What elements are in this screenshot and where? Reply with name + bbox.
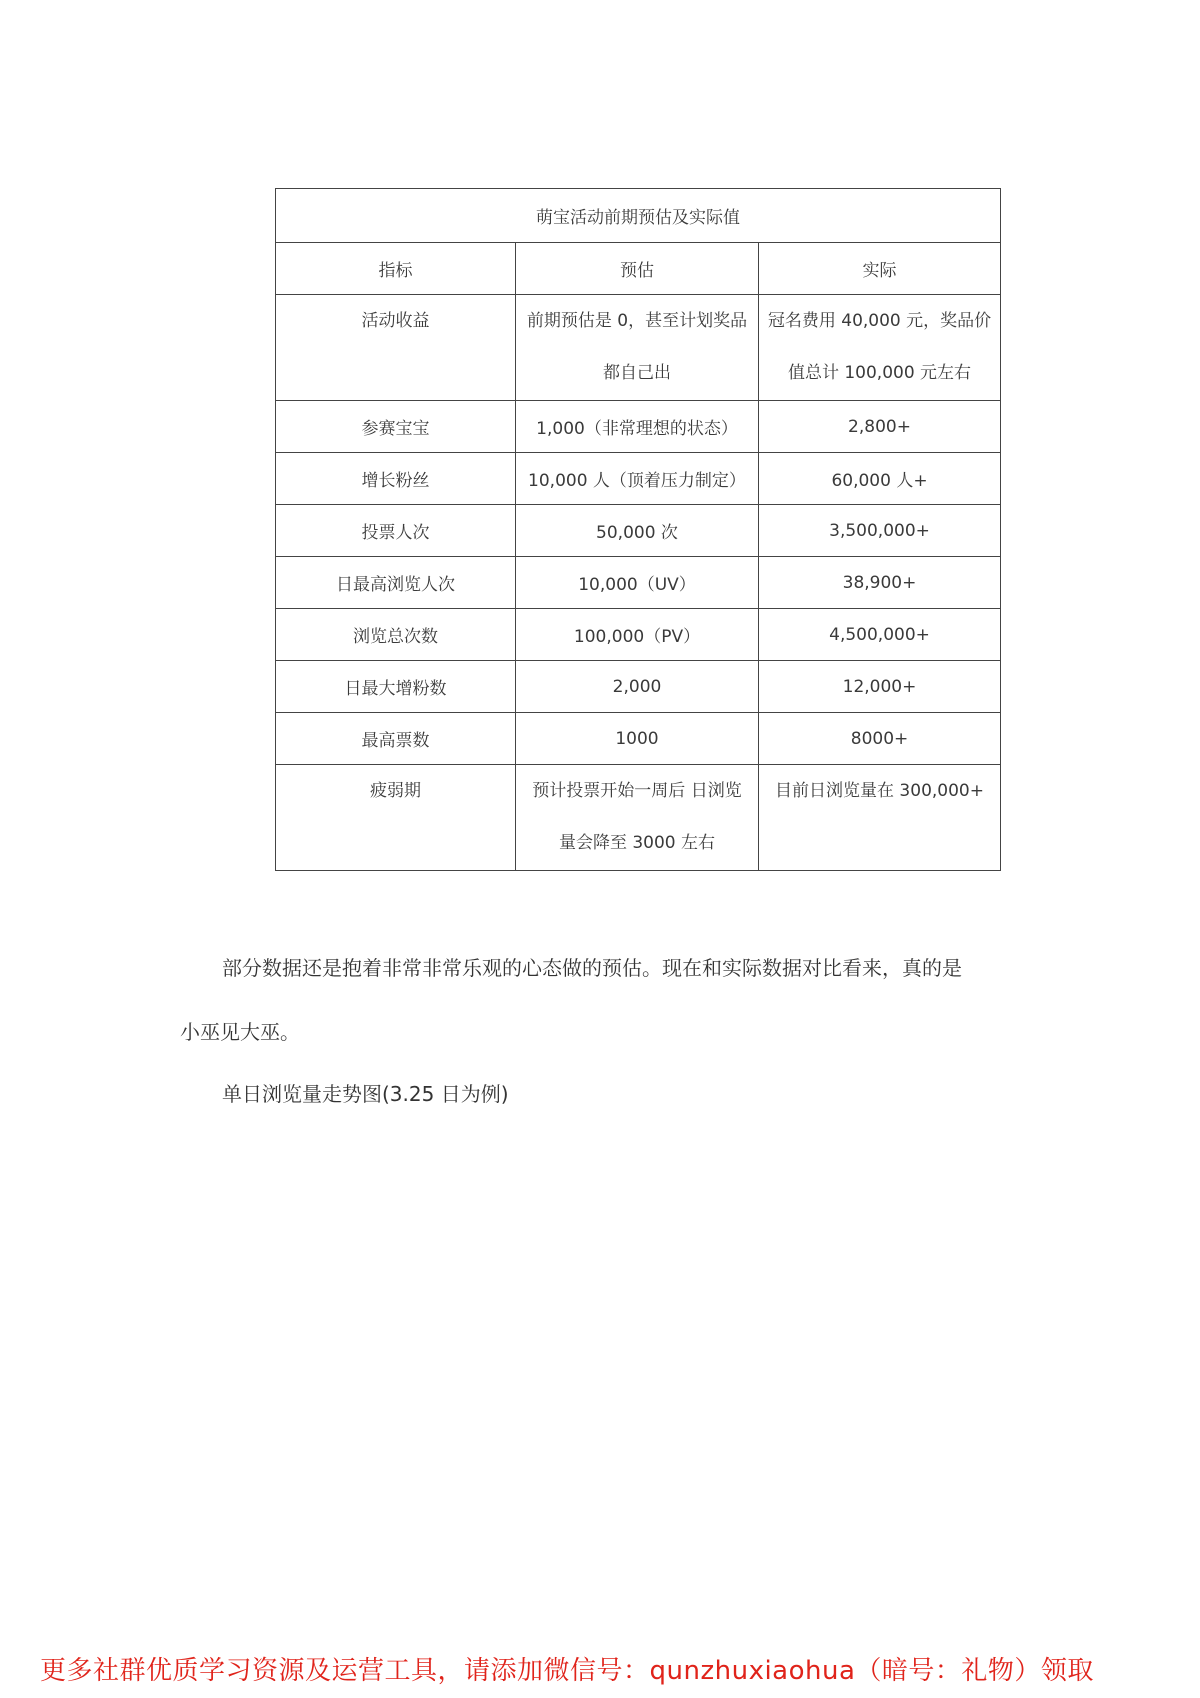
table-row	[276, 453, 1001, 505]
actual-cell: 2,800+	[759, 401, 1001, 453]
estimate-cell: 100,000（PV）	[516, 609, 759, 661]
table-row	[276, 401, 1001, 453]
estimate-cell: 2,000	[516, 661, 759, 713]
metric-cell: 增长粉丝	[276, 453, 516, 505]
actual-cell: 12,000+	[759, 661, 1001, 713]
estimate-cell: 前期预估是 0，甚至计划奖品 都自己出	[516, 295, 759, 401]
estimate-cell: 1000	[516, 713, 759, 765]
table-row	[276, 713, 1001, 765]
estimate-cell: 10,000（UV）	[516, 557, 759, 609]
actual-cell: 8000+	[759, 713, 1001, 765]
table-row	[276, 765, 1001, 871]
table-row	[276, 295, 1001, 401]
header-actual: 实际	[759, 243, 1001, 295]
table-row	[276, 609, 1001, 661]
estimate-cell: 10,000 人（顶着压力制定）	[516, 453, 759, 505]
paragraph-estimate-note: 部分数据还是抱着非常非常乐观的心态做的预估。现在和实际数据对比看来，真的是	[222, 956, 962, 980]
metric-cell: 参赛宝宝	[276, 401, 516, 453]
header-estimate: 预估	[516, 243, 759, 295]
actual-cell: 3,500,000+	[759, 505, 1001, 557]
estimate-cell: 1,000（非常理想的状态）	[516, 401, 759, 453]
table-caption: 萌宝活动前期预估及实际值	[276, 189, 1001, 243]
actual-cell: 目前日浏览量在 300,000+	[759, 765, 1001, 871]
actual-cell: 60,000 人+	[759, 453, 1001, 505]
table-row	[276, 505, 1001, 557]
table-row	[276, 557, 1001, 609]
metric-cell: 日最大增粉数	[276, 661, 516, 713]
paragraph-chart-title: 单日浏览量走势图(3.25 日为例)	[222, 1082, 509, 1106]
estimate-cell: 50,000 次	[516, 505, 759, 557]
metric-cell: 浏览总次数	[276, 609, 516, 661]
metric-cell: 最高票数	[276, 713, 516, 765]
table-row	[276, 661, 1001, 713]
footer-promo-text: 更多社群优质学习资源及运营工具，请添加微信号：qunzhuxiaohua（暗号：礼物）领取	[40, 1656, 1094, 1686]
actual-cell: 38,900+	[759, 557, 1001, 609]
header-metric: 指标	[276, 243, 516, 295]
actual-cell: 4,500,000+	[759, 609, 1001, 661]
comparison-table	[275, 188, 1001, 871]
metric-cell: 投票人次	[276, 505, 516, 557]
actual-cell: 冠名费用 40,000 元，奖品价 值总计 100,000 元左右	[759, 295, 1001, 401]
metric-cell: 活动收益	[276, 295, 516, 401]
metric-cell: 日最高浏览人次	[276, 557, 516, 609]
table-caption-row	[276, 189, 1001, 243]
estimate-cell: 预计投票开始一周后 日浏览 量会降至 3000 左右	[516, 765, 759, 871]
table-header-row	[276, 243, 1001, 295]
paragraph-estimate-note-cont: 小巫见大巫。	[180, 1020, 300, 1044]
metric-cell: 疲弱期	[276, 765, 516, 871]
